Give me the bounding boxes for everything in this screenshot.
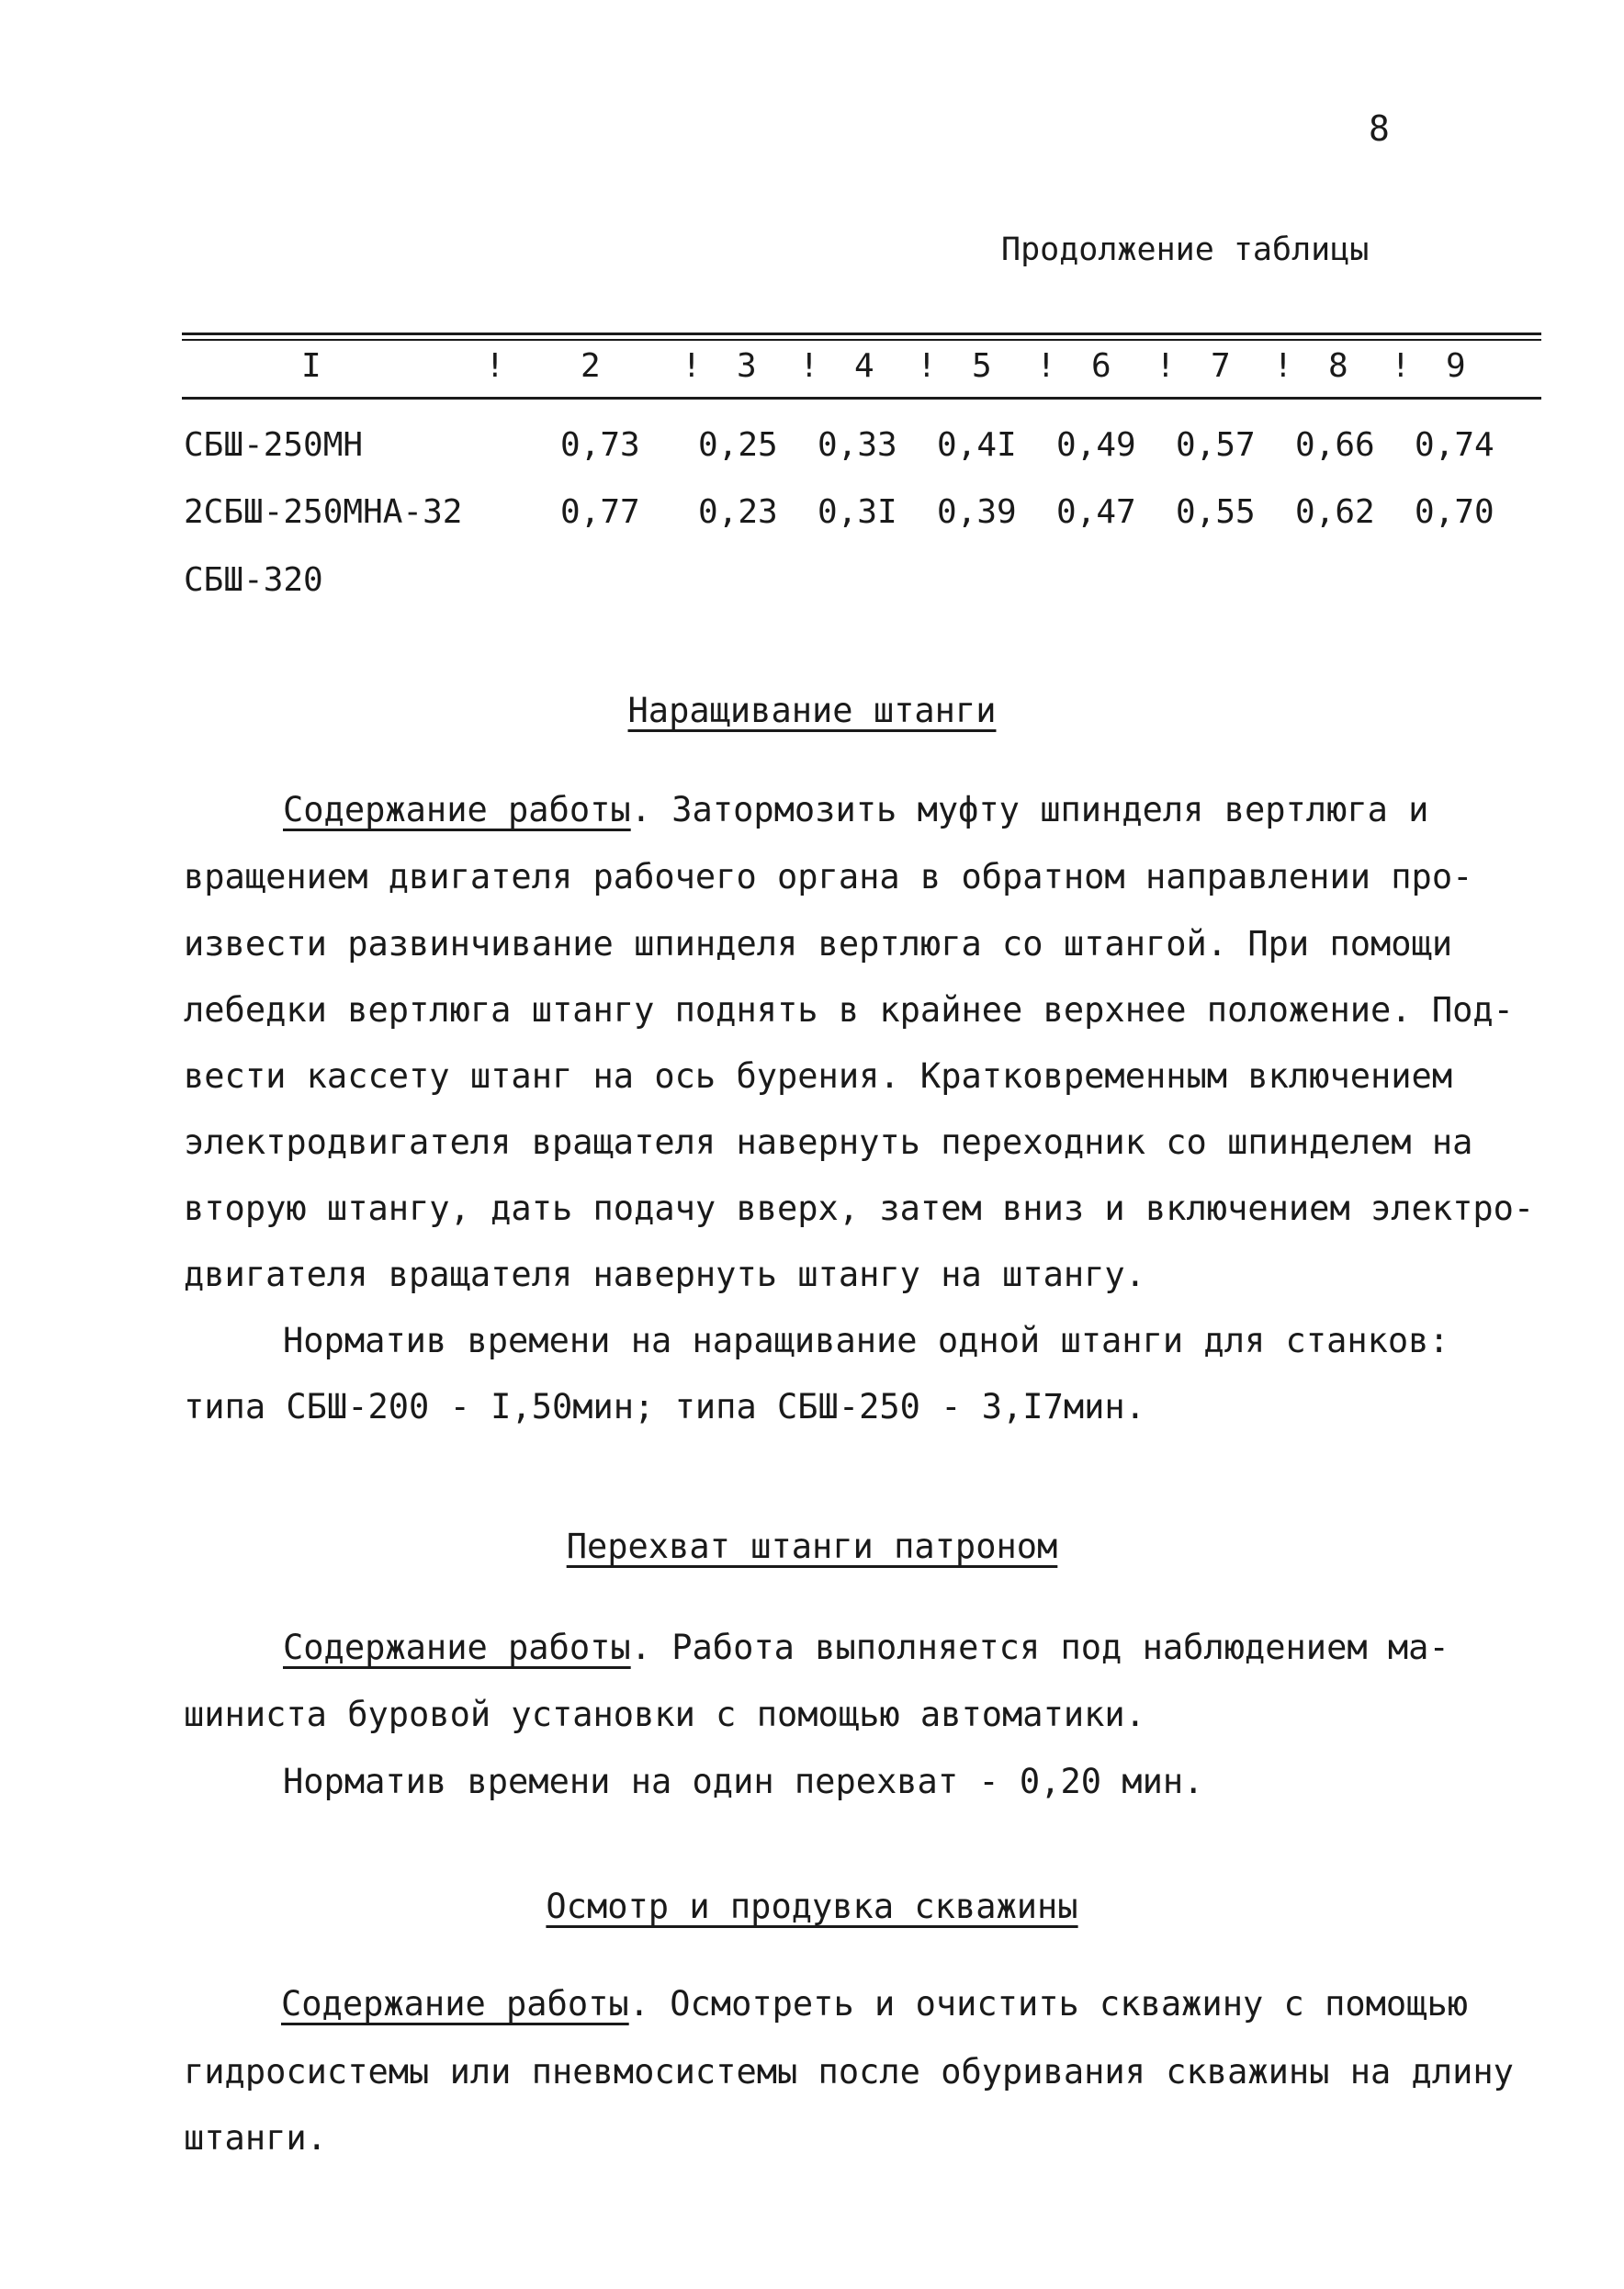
time-norm-line: Норматив времени на наращивание одной штанги для станков: (283, 1321, 1449, 1360)
paragraph-text: . Осмотреть и очистить скважину с помощью (628, 1984, 1469, 2024)
header-separator: ! (1391, 347, 1411, 385)
table-cell: 0,73 (560, 426, 640, 464)
header-separator: ! (917, 347, 937, 385)
table-cell: 0,3I (818, 493, 897, 531)
page-number: 8 (1369, 108, 1390, 149)
time-norm-line: Норматив времени на один перехват - 0,20 мин. (283, 1762, 1204, 1801)
section-paragraph-line: электродвигателя вращателя навернуть переходник со шпинделем на (184, 1122, 1473, 1162)
header-cell: 8 (1328, 347, 1348, 385)
section-paragraph-line (281, 1984, 1468, 2024)
table-top-rule (182, 333, 1541, 335)
table-cell: 0,77 (560, 493, 640, 531)
table-cell: 0,23 (698, 493, 778, 531)
header-separator: ! (1036, 347, 1056, 385)
section-paragraph-line: вести кассету штанг на ось бурения. Кратковременным включением (184, 1056, 1453, 1096)
work-content-label: Содержание работы (281, 1984, 629, 2024)
header-cell: 7 (1211, 347, 1231, 385)
section-paragraph-line: гидросистемы или пневмосистемы после обуривания скважины на длину (184, 2052, 1514, 2092)
table-cell: 0,25 (698, 426, 778, 464)
header-separator: ! (799, 347, 819, 385)
header-cell: 4 (854, 347, 874, 385)
section-heading: Осмотр и продувка скважины (546, 1887, 1078, 1926)
header-cell: 9 (1446, 347, 1466, 385)
section-paragraph-line: лебедки вертлюга штангу поднять в крайнее верхнее положение. Под- (184, 990, 1514, 1030)
paragraph-text: . Работа выполняется под наблюдением ма- (630, 1628, 1449, 1667)
section-heading: Перехват штанги патроном (566, 1527, 1058, 1566)
header-cell: I (301, 347, 321, 385)
section-paragraph-line: шиниста буровой установки с помощью автоматики. (184, 1695, 1145, 1734)
table-cell: 0,55 (1176, 493, 1256, 531)
table-cell: 0,62 (1295, 493, 1375, 531)
table-cell: 0,57 (1176, 426, 1256, 464)
table-header-bottom-rule (182, 397, 1541, 400)
table-continuation-label: Продолжение таблицы (1001, 231, 1370, 268)
section-heading: Наращивание штанги (627, 691, 997, 730)
paragraph-text: . Затормозить муфту шпинделя вертлюга и (630, 790, 1429, 829)
row-name: СБШ-320 (184, 561, 323, 599)
header-cell: 2 (581, 347, 601, 385)
work-content-label: Содержание работы (283, 790, 631, 829)
section-paragraph-line: вращением двигателя рабочего органа в обратном направлении про- (184, 857, 1473, 896)
table-cell: 0,70 (1415, 493, 1494, 531)
header-separator: ! (1156, 347, 1176, 385)
table-cell: 0,66 (1295, 426, 1375, 464)
header-cell: 5 (972, 347, 992, 385)
header-cell: 3 (737, 347, 757, 385)
section-paragraph-line: вторую штангу, дать подачу вверх, затем вниз и включением электро- (184, 1189, 1535, 1228)
time-norm-line: типа СБШ-200 - I,50мин; типа СБШ-250 - 3,I7мин. (184, 1387, 1145, 1426)
section-paragraph-line: извести развинчивание шпинделя вертлюга со штангой. При помощи (184, 924, 1453, 964)
table-cell: 0,49 (1056, 426, 1136, 464)
header-separator: ! (485, 347, 505, 385)
section-paragraph-line (283, 790, 1428, 829)
table-top-rule-double (182, 339, 1541, 341)
table-cell: 0,47 (1056, 493, 1136, 531)
table-cell: 0,33 (818, 426, 897, 464)
table-cell: 0,39 (937, 493, 1017, 531)
row-name: СБШ-250МН (184, 426, 364, 464)
header-cell: 6 (1091, 347, 1111, 385)
section-paragraph-line (283, 1628, 1449, 1667)
table-cell: 0,74 (1415, 426, 1494, 464)
table-cell: 0,4I (937, 426, 1017, 464)
row-name: 2СБШ-250МНА-32 (184, 493, 463, 531)
header-separator: ! (682, 347, 702, 385)
header-separator: ! (1273, 347, 1293, 385)
work-content-label: Содержание работы (283, 1628, 631, 1667)
section-paragraph-line: двигателя вращателя навернуть штангу на штангу. (184, 1255, 1145, 1294)
section-paragraph-line: штанги. (184, 2118, 327, 2158)
